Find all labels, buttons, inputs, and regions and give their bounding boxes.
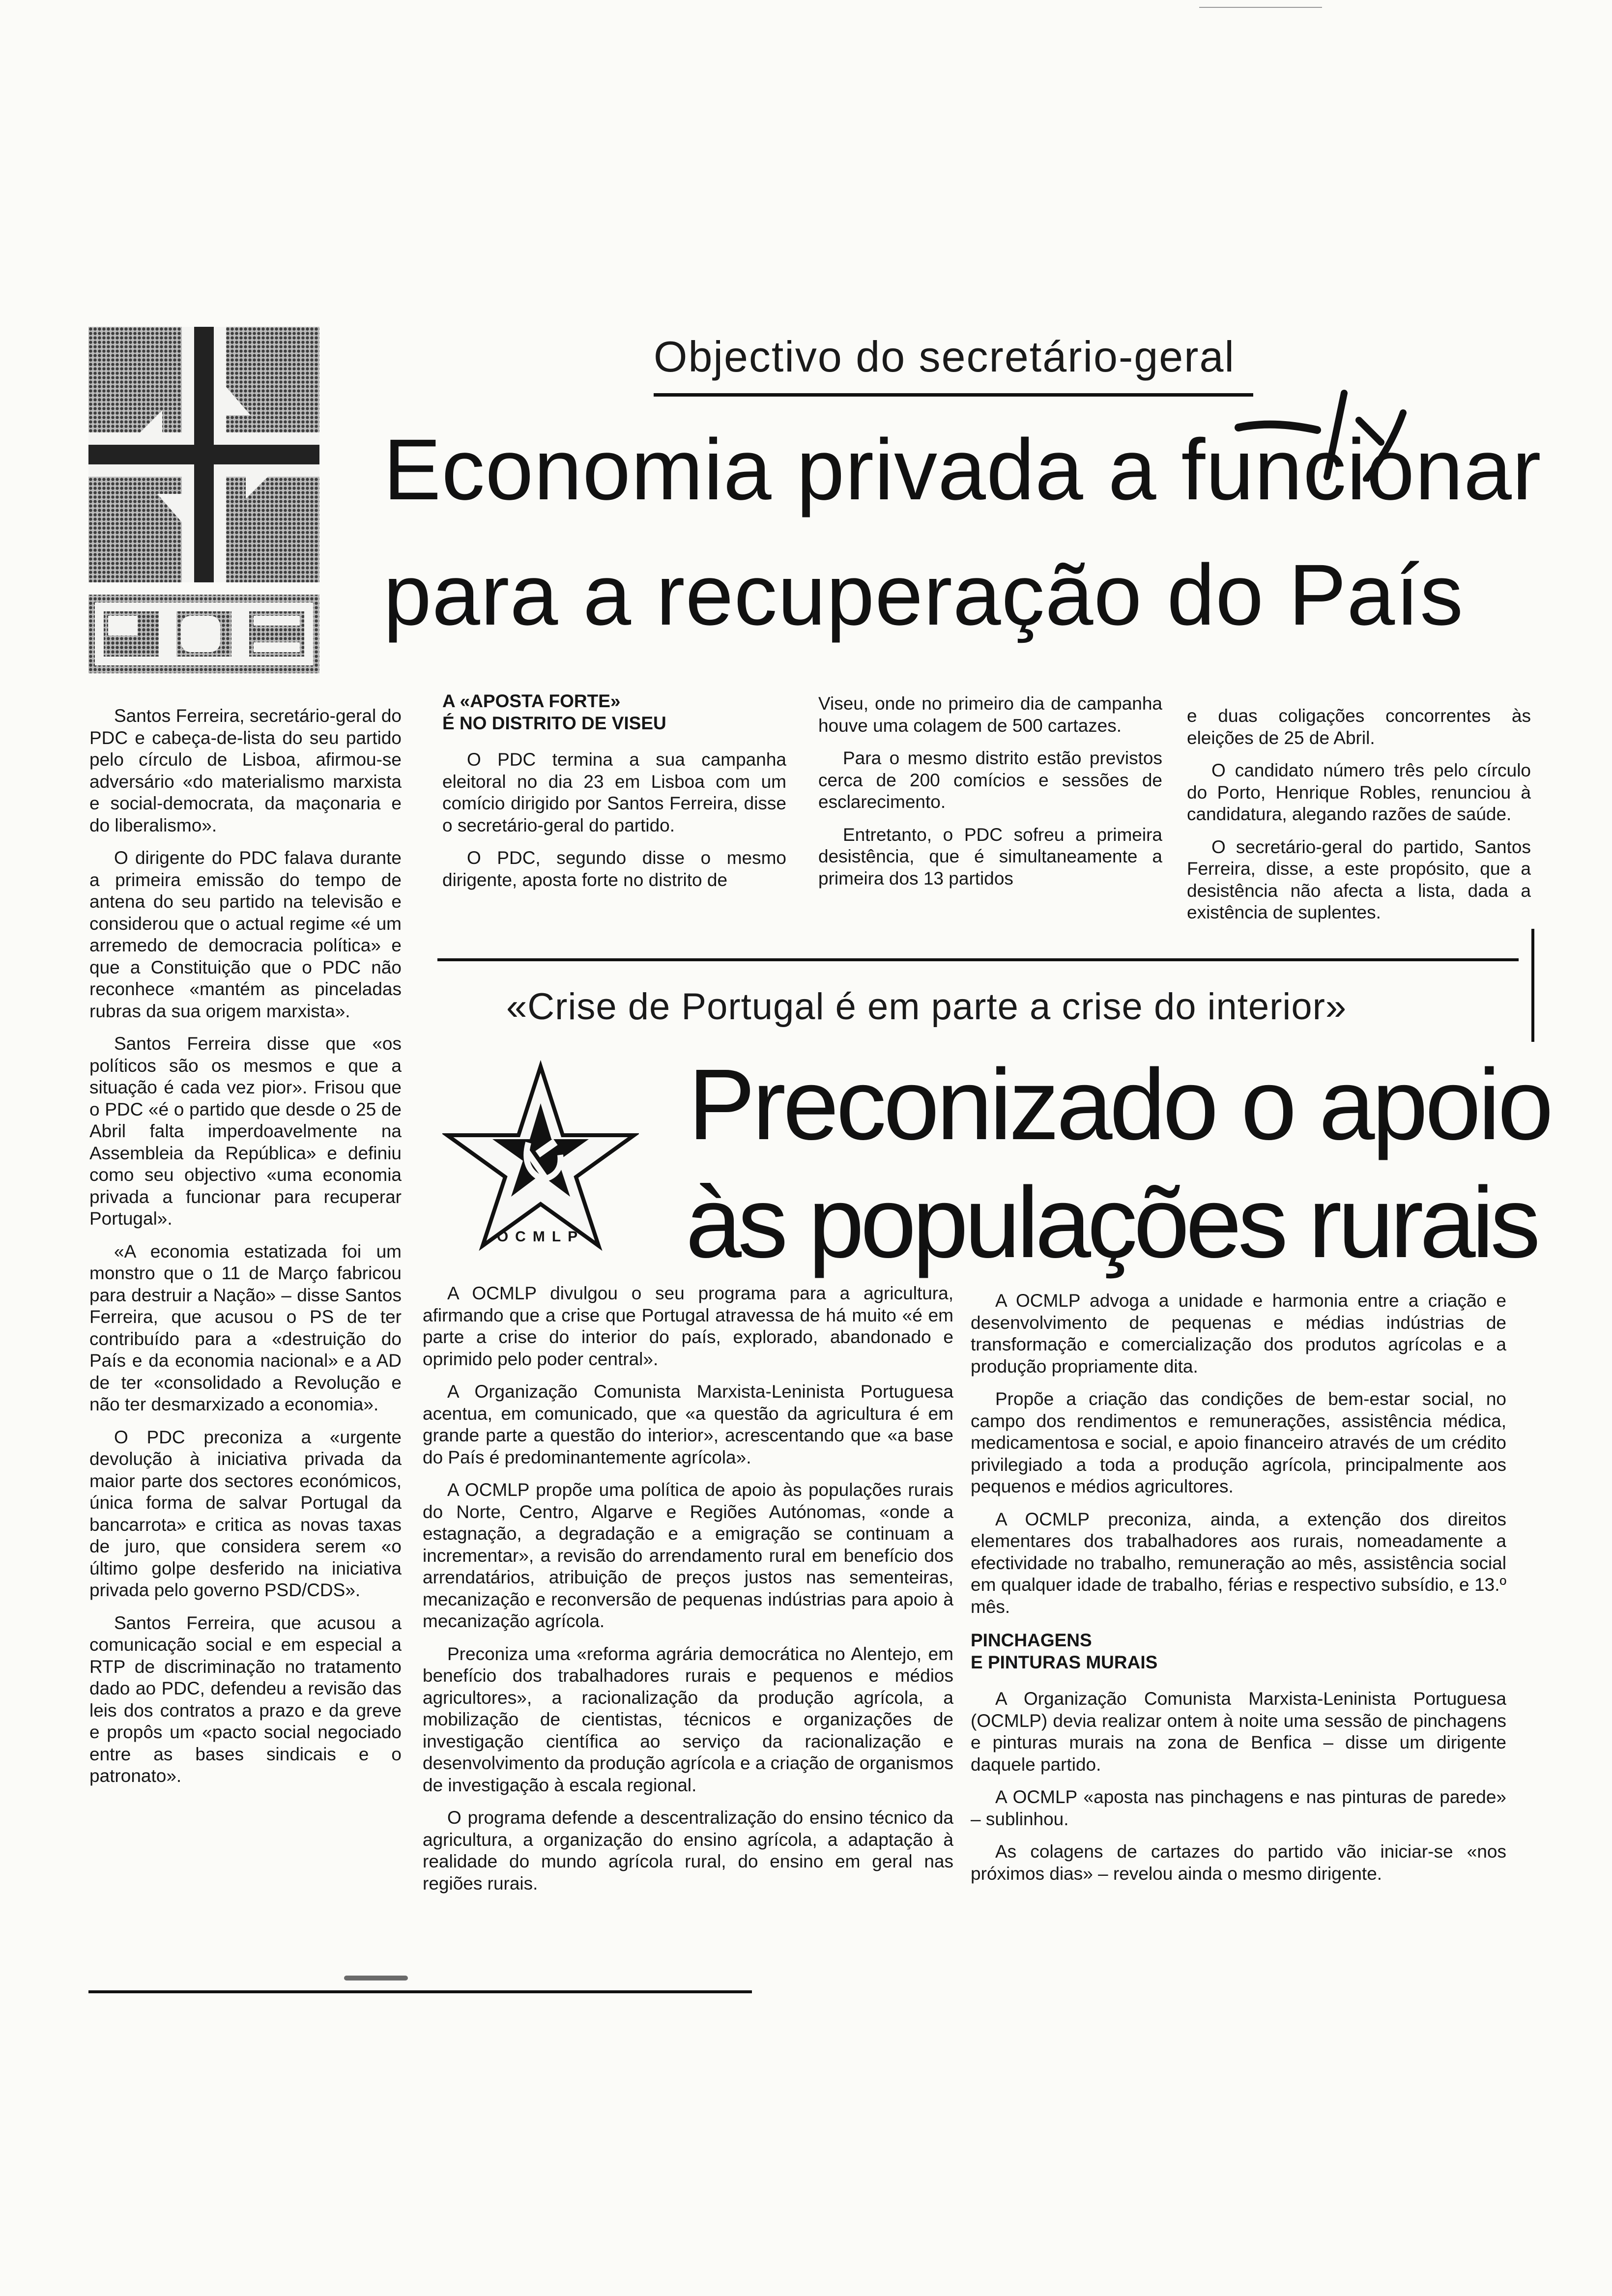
paragraph: O PDC preconiza a «urgente devolução à iniciativa privada da maior parte dos sectores económicos, única forma de salvar Portugal da bancarrota» e critica as novas taxas de juro, que considera serem «o último golpe desferido na iniciativa privada pelo governo PSD/CDS». <box>89 1427 402 1600</box>
paragraph: Santos Ferreira, secretário-geral do PDC e cabeça-de-lista do seu partido pelo círculo de Lisboa, afirmou-se adversário «do materialismo marxista e social-democrata, da maçonaria e do liberalismo». <box>89 706 402 835</box>
aposta-forte-subhead <box>442 690 786 734</box>
paragraph: O PDC, segundo disse o mesmo dirigente, aposta forte no distrito de <box>442 848 786 890</box>
subhead-line: A «APOSTA FORTE» <box>442 691 621 711</box>
paragraph: O programa defende a descentralização do ensino técnico da agricultura, a organização do ensino agrícola, a adaptação à realidade do mundo agrícola rural, do ensino em geral nas regiões rurais. <box>423 1808 953 1894</box>
paragraph: A OCMLP propõe uma política de apoio às populações rurais do Norte, Centro, Algarve e Regiões Autónomas, «onde a estagnação, a degradação e a emigração se continuam a incrementar», a revisão do arrendamento rural em benefício dos arrendatários, atribuição de preços justos nas sementeiras, mecanização e reconversão de pequenas indústrias para apoio à mecanização agrícola. <box>423 1480 953 1631</box>
paragraph: Para o mesmo distrito estão previstos cerca de 200 comícios e sessões de esclarecimento. <box>818 748 1162 812</box>
top-edge-mark <box>1199 7 1322 8</box>
subhead-line: É NO DISTRITO DE VISEU <box>442 713 666 733</box>
ocmlp-column-b <box>971 1290 1506 1998</box>
paragraph: A Organização Comunista Marxista-Leninista Portuguesa (OCMLP) devia realizar ontem à noite uma sessão de pinchagens e pinturas murais na zona de Benfica – disse um dirigente daquele partido. <box>971 1689 1506 1775</box>
paragraph: O candidato número três pelo círculo do Porto, Henrique Robles, renunciou à candidatura, alegando razões de saúde. <box>1187 760 1531 824</box>
pdc-headline-line1: Economia privada a funcionar <box>383 422 1542 518</box>
paragraph: O dirigente do PDC falava durante a primeira emissão do tempo de antena do seu partido na televisão e considerou que o actual regime «é um arremedo de democracia política» e que a Constituição que o PDC não reconhece «mantém as pinceladas rubras da sua origem marxista». <box>89 848 402 1021</box>
pdc-logo-graphic <box>88 327 319 673</box>
ocmlp-logo-text: OCMLP <box>496 1229 585 1245</box>
ocmlp-headline-line2: às populações rurais <box>686 1166 1537 1279</box>
paragraph: O secretário-geral do partido, Santos Ferreira, disse, a este propósito, que a desistência não afecta a lista, dada a existência de suplentes. <box>1187 836 1531 922</box>
ocmlp-headline-line1: Preconizado o apoio <box>688 1048 1551 1161</box>
paragraph: A OCMLP divulgou o seu programa para a agricultura, afirmando que a crise que Portugal atravessa de há muito «é em parte a crise do interior do país, explorado, abandonado e oprimido pelo poder central». <box>423 1283 953 1369</box>
paragraph: A OCMLP preconiza, ainda, a extenção dos direitos elementares dos trabalhadores aos rurais, nomeadamente a efectividade no trabalho, remuneração ao mês, assistência social em qualquer idade de trabalho, férias e respectivo subsídio, e 13.º mês. <box>971 1509 1506 1617</box>
paragraph: Santos Ferreira disse que «os políticos são os mesmos e que a situação é cada vez pior». Frisou que o PDC «é o partido que desde o 25 de Abril falta imperdoavelmente na Assembleia da República» e definiu como seu objectivo «uma economia privada a funcionar para recuperar Portugal». <box>89 1033 402 1229</box>
subhead-line: PINCHAGENS <box>971 1630 1092 1650</box>
paragraph: Santos Ferreira, que acusou a comunicação social e em especial a RTP de discriminação no tratamento dado ao PDC, defendeu a revisão das leis dos contratos a prazo e da greve e propôs um «pacto social negociado entre as bases sindicais e o patronato». <box>89 1612 402 1786</box>
paragraph: Entretanto, o PDC sofreu a primeira desistência, que é simultaneamente a primeira dos 13 partidos <box>818 824 1162 889</box>
ocmlp-kicker: «Crise de Portugal é em parte a crise do interior» <box>506 986 1347 1028</box>
paragraph: A OCMLP advoga a unidade e harmonia entre a criação e desenvolvimento de pequenas e médias indústrias de transformação e comercialização dos produtos agrícolas e a produção propriamente dita. <box>971 1291 1506 1377</box>
ocmlp-column-a <box>423 1283 953 1980</box>
pdc-column-2 <box>442 690 786 946</box>
ocmlp-logo <box>442 1057 639 1263</box>
paragraph: «A economia estatizada foi um monstro que o 11 de Março fabricou para destruir a Nação» – disse Santos Ferreira, que acusou o PS de ter contribuído para a «destruição do País e da economia nacional» e a AD de ter «consolidado a Revolução e não ter desmarxizado a economia». <box>89 1241 402 1414</box>
pdc-kicker: Objectivo do secretário-geral <box>654 332 1235 381</box>
paragraph: Preconiza uma «reforma agrária democrática no Alentejo, em benefício dos trabalhadores rurais e pequenos e médios agricultores», a racionalização da produção agrícola, a mobilização de cientistas, técnicos e organizações de investigação científica ao serviço da racionalização e desenvolvimento da produção agrícola e a criação de organismos de investigação à escala regional. <box>423 1643 953 1795</box>
paragraph: Viseu, onde no primeiro dia de campanha houve uma colagem de 500 cartazes. <box>818 693 1162 736</box>
pdc-headline-line2: para a recuperação do País <box>383 547 1464 643</box>
paragraph: e duas coligações concorrentes às eleições de 25 de Abril. <box>1187 706 1531 748</box>
margin-mark <box>1531 929 1534 1042</box>
ink-smudge <box>344 1976 408 1980</box>
bottom-rule <box>88 1990 752 1993</box>
paragraph: As colagens de cartazes do partido vão iniciar-se «nos próximos dias» – revelou ainda o mesmo dirigente. <box>971 1841 1506 1884</box>
pinchagens-subhead <box>971 1630 1506 1673</box>
subhead-line: E PINTURAS MURAIS <box>971 1652 1158 1672</box>
paragraph: A OCMLP «aposta nas pinchagens e nas pinturas de parede» – sublinhou. <box>971 1787 1506 1829</box>
pdc-column-1 <box>89 705 402 1949</box>
section-separator <box>437 958 1519 961</box>
pdc-column-3 <box>818 693 1162 948</box>
pdc-column-4 <box>1187 705 1531 961</box>
pdc-logo <box>88 327 319 673</box>
paragraph: A Organização Comunista Marxista-Leninista Portuguesa acentua, em comunicado, que «a questão da agricultura é em grande parte a questão do interior», acrescentando que «a base do País é predominantemente agrícola». <box>423 1381 953 1467</box>
paragraph: Propõe a criação das condições de bem-estar social, no campo dos rendimentos e remunerações, assistência médica, medicamentosa e social, e apoio financeiro através de um crédito privilegiado a toda a produção agrícola, principalmente aos pequenos e médios agricultores. <box>971 1389 1506 1496</box>
paragraph: O PDC termina a sua campanha eleitoral no dia 23 em Lisboa com um comício dirigido por Santos Ferreira, disse o secretário-geral do partido. <box>442 749 786 835</box>
pdc-kicker-underline <box>654 393 1253 397</box>
